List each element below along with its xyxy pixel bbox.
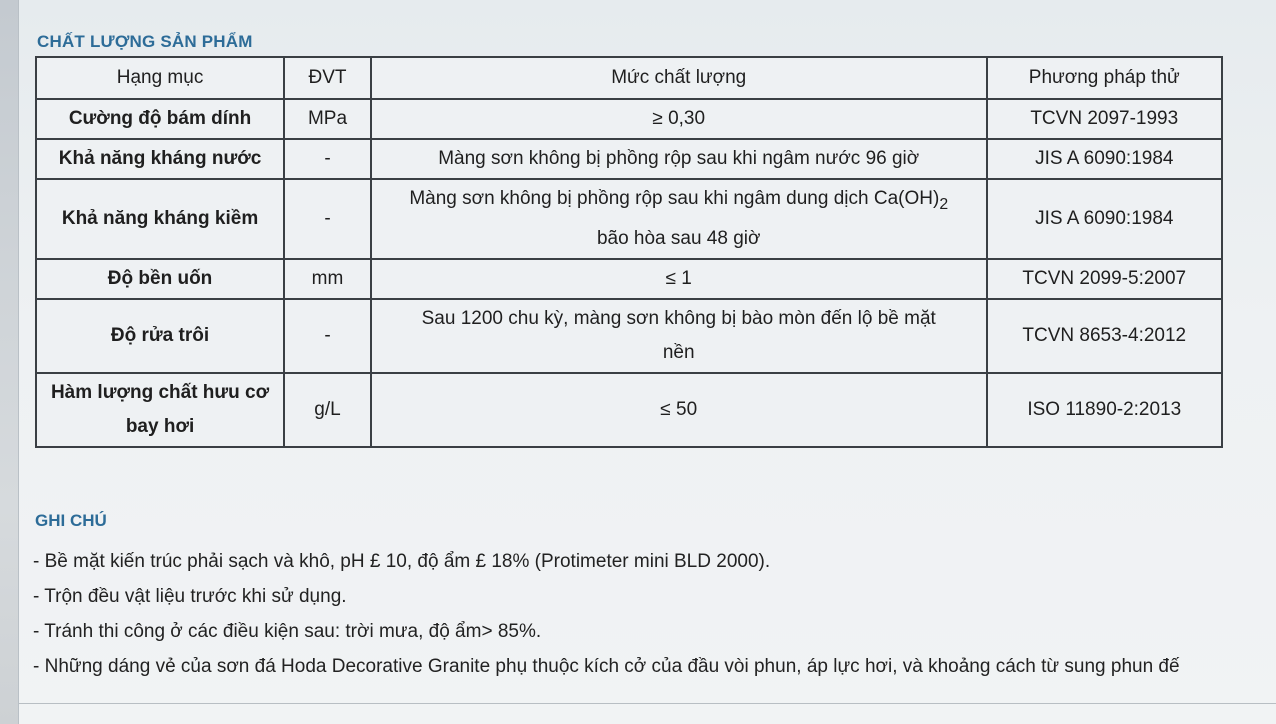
table-row — [36, 139, 1222, 179]
subscript-2: 2 — [939, 195, 949, 213]
cell-method: TCVN 2099-5:2007 — [987, 259, 1222, 299]
cell-item: Khả năng kháng nước — [36, 139, 284, 179]
cell-item — [36, 373, 284, 447]
cell-level-line2: bão hòa sau 48 giờ — [596, 227, 761, 249]
table-row — [36, 299, 1222, 373]
table-row — [36, 259, 1222, 299]
cell-method: TCVN 2097-1993 — [987, 99, 1222, 139]
note-item: - Trộn đều vật liệu trước khi sử dụng. — [33, 586, 347, 607]
cell-method: TCVN 8653-4:2012 — [987, 299, 1222, 373]
cell-method: ISO 11890-2:2013 — [987, 373, 1222, 447]
cell-item-line1: Hàm lượng chất hưu cơ — [50, 381, 270, 403]
cell-item-line2: bay hơi — [125, 415, 195, 437]
header-test-method: Phương pháp thử — [987, 57, 1222, 99]
header-item: Hạng mục — [36, 57, 284, 99]
table-row — [36, 373, 1222, 447]
cell-unit: mm — [284, 259, 371, 299]
cell-level: ≤ 50 — [371, 373, 987, 447]
cell-unit: - — [284, 299, 371, 373]
note-item: - Bề mặt kiến trúc phải sạch và khô, pH £ 10, độ ẩm £ 18% (Protimeter mini BLD 2000). — [33, 551, 771, 572]
note-item: - Tránh thi công ở các điều kiện sau: trời mưa, độ ẩm> 85%. — [33, 621, 542, 642]
quality-table — [35, 56, 1223, 448]
cell-method: JIS A 6090:1984 — [987, 139, 1222, 179]
cell-unit: g/L — [284, 373, 371, 447]
cell-level — [371, 299, 987, 373]
cell-unit: - — [284, 139, 371, 179]
bottom-divider — [19, 703, 1276, 704]
document-page — [18, 0, 1276, 724]
cell-level — [371, 179, 987, 259]
section-title: CHẤT LƯỢNG SẢN PHẨM — [37, 32, 253, 51]
table-header-row — [36, 57, 1222, 99]
cell-item: Độ rửa trôi — [36, 299, 284, 373]
cell-unit: - — [284, 179, 371, 259]
cell-item: Cường độ bám dính — [36, 99, 284, 139]
cell-level-line2: nền — [662, 341, 695, 363]
cell-method: JIS A 6090:1984 — [987, 179, 1222, 259]
header-unit: ĐVT — [284, 57, 371, 99]
cell-level-line1: Màng sơn không bị phồng rộp sau khi ngâm dung dịch Ca(OH) — [409, 188, 940, 209]
header-quality-level: Mức chất lượng — [371, 57, 987, 99]
note-item: - Những dáng vẻ của sơn đá Hoda Decorative Granite phụ thuộc kích cở của đầu vòi phun, áp lực hơi, và khoảng cách từ sung phun đế — [33, 656, 1180, 677]
notes-title: GHI CHÚ — [35, 511, 107, 530]
cell-level: ≤ 1 — [371, 259, 987, 299]
cell-level: ≥ 0,30 — [371, 99, 987, 139]
cell-level: Màng sơn không bị phồng rộp sau khi ngâm nước 96 giờ — [371, 139, 987, 179]
cell-item: Khả năng kháng kiềm — [36, 179, 284, 259]
cell-level-line1: Sau 1200 chu kỳ, màng sơn không bị bào mòn đến lộ bề mặt — [421, 307, 936, 329]
table-row — [36, 179, 1222, 259]
table-row — [36, 99, 1222, 139]
notes-list — [33, 544, 1276, 684]
cell-item: Độ bền uốn — [36, 259, 284, 299]
cell-unit: MPa — [284, 99, 371, 139]
